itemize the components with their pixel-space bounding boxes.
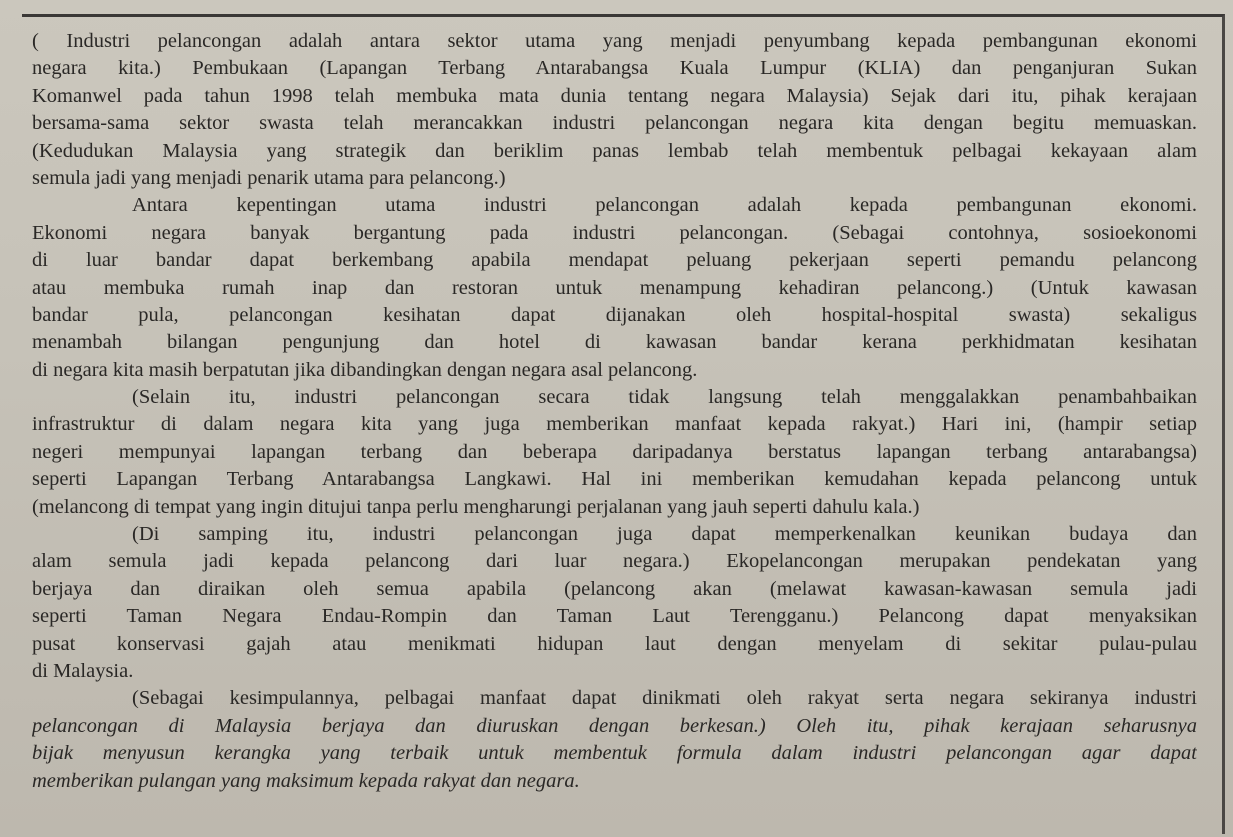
text-line: infrastruktur di dalam negara kita yang juga memberikan manfaat kepada rakyat.) Hari ini, (hampir setiap [32, 413, 1197, 436]
paragraph-culture [32, 521, 1197, 685]
text-line: di luar bandar dapat berkembang apabila mendapat peluang pekerjaan seperti pemandu pelancong [32, 249, 1197, 272]
paragraph-economy [32, 192, 1197, 384]
text-line: (Di samping itu, industri pelancongan juga dapat memperkenalkan keunikan budaya dan [132, 523, 1197, 546]
text-line: pelancongan di Malaysia berjaya dan diuruskan dengan berkesan.) Oleh itu, pihak kerajaan seharusnya [32, 714, 1197, 737]
text-line: semula jadi yang menjadi penarik utama para pelancong.) [32, 166, 506, 189]
text-line: (Kedudukan Malaysia yang strategik dan beriklim panas lembab telah membentuk pelbagai kekayaan alam [32, 139, 1197, 162]
text-line: di negara kita masih berpatutan jika dibandingkan dengan negara asal pelancong. [32, 358, 698, 381]
paragraph-conclusion [32, 685, 1197, 795]
essay-text [32, 28, 1197, 795]
text-line: Komanwel pada tahun 1998 telah membuka mata dunia tentang negara Malaysia) Sejak dari itu, pihak kerajaan [32, 84, 1197, 107]
text-line: bandar pula, pelancongan kesihatan dapat dijanakan oleh hospital-hospital swasta) sekaligus [32, 303, 1197, 326]
text-line: negara kita.) Pembukaan (Lapangan Terbang Antarabangsa Kuala Lumpur (KLIA) dan penganjuran Sukan [32, 57, 1197, 80]
text-line: ( Industri pelancongan adalah antara sektor utama yang menjadi penyumbang kepada pembangunan ekonomi [32, 30, 1197, 52]
text-line: Antara kepentingan utama industri pelancongan adalah kepada pembangunan ekonomi. [132, 194, 1197, 217]
text-line: atau membuka rumah inap dan restoran untuk menampung kehadiran pelancong.) (Untuk kawasan [32, 276, 1197, 299]
text-line: bersama-sama sektor swasta telah merancakkan industri pelancongan negara kita dengan begitu memuaskan. [32, 112, 1197, 135]
text-line: berjaya dan diraikan oleh semua apabila (pelancong akan (melawat kawasan-kawasan semula jadi [32, 577, 1197, 600]
text-line: negeri mempunyai lapangan terbang dan beberapa daripadanya berstatus lapangan terbang antarabangsa) [32, 440, 1197, 463]
text-line: menambah bilangan pengunjung dan hotel di kawasan bandar kerana perkhidmatan kesihatan [32, 331, 1197, 354]
text-line: di Malaysia. [32, 659, 134, 682]
text-line: (Selain itu, industri pelancongan secara tidak langsung telah menggalakkan penambahbaikan [132, 386, 1197, 409]
paragraph-infrastructure [32, 384, 1197, 521]
text-line: Ekonomi negara banyak bergantung pada industri pelancongan. (Sebagai contohnya, sosioekonomi [32, 221, 1197, 244]
text-line: (melancong di tempat yang ingin ditujui tanpa perlu mengharungi perjalanan yang jauh seperti dahulu kala.) [32, 495, 920, 518]
text-line: alam semula jadi kepada pelancong dari luar negara.) Ekopelancongan merupakan pendekatan yang [32, 550, 1197, 573]
text-line: pusat konservasi gajah atau menikmati hidupan laut dengan menyelam di sekitar pulau-pulau [32, 632, 1197, 655]
paragraph-introduction [32, 28, 1197, 192]
text-line: memberikan pulangan yang maksimum kepada rakyat dan negara. [32, 769, 580, 792]
text-line: bijak menyusun kerangka yang terbaik untuk membentuk formula dalam industri pelancongan agar dapat [32, 742, 1197, 765]
text-line: seperti Lapangan Terbang Antarabangsa Langkawi. Hal ini memberikan kemudahan kepada pelancong untuk [32, 468, 1197, 491]
text-line: seperti Taman Negara Endau-Rompin dan Taman Laut Terengganu.) Pelancong dapat menyaksikan [32, 605, 1197, 628]
text-line: (Sebagai kesimpulannya, pelbagai manfaat dapat dinikmati oleh rakyat serta negara sekiranya industri [132, 687, 1197, 710]
